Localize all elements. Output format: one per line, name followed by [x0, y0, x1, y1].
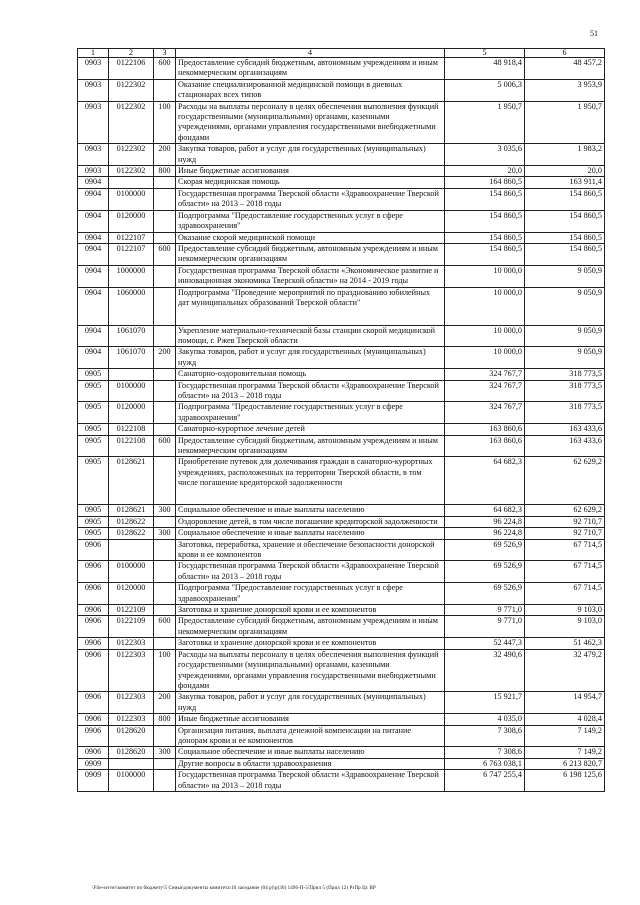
- expense-type-code: 800: [154, 714, 176, 725]
- planned-amount: 9 771,0: [445, 616, 525, 638]
- planned-amount: 64 682,3: [445, 505, 525, 516]
- column-header: 1: [78, 49, 109, 58]
- planned-amount: 1 950,7: [445, 101, 525, 144]
- actual-amount: 32 479,2: [525, 649, 605, 692]
- expense-type-code: 200: [154, 692, 176, 714]
- section-code: 0905: [78, 457, 109, 505]
- table-row: [78, 325, 605, 347]
- target-article-code: 0122109: [109, 605, 154, 616]
- expense-name: Расходы на выплаты персоналу в целях обеспечения выполнения функций государственными (муниципальными) органами, казенными учреждениями, органами управления государственными внебюджетными фондами: [176, 649, 445, 692]
- section-code: 0903: [78, 58, 109, 80]
- table-row: [78, 605, 605, 616]
- target-article-code: [109, 539, 154, 561]
- expense-type-code: 300: [154, 747, 176, 758]
- planned-amount: 324 767,7: [445, 369, 525, 380]
- target-article-code: [109, 758, 154, 769]
- actual-amount: 154 860,5: [525, 232, 605, 243]
- planned-amount: 96 224,8: [445, 528, 525, 539]
- section-code: 0906: [78, 605, 109, 616]
- expense-type-code: [154, 177, 176, 188]
- planned-amount: 52 447,3: [445, 638, 525, 649]
- expense-name: Заготовка и хранение донорской крови и ее компонентов: [176, 638, 445, 649]
- planned-amount: 69 526,9: [445, 561, 525, 583]
- expense-type-code: [154, 232, 176, 243]
- table-row: [78, 424, 605, 435]
- section-code: 0905: [78, 402, 109, 424]
- table-row: [78, 265, 605, 287]
- section-code: 0905: [78, 528, 109, 539]
- table-row: [78, 539, 605, 561]
- actual-amount: 9 103,0: [525, 605, 605, 616]
- expense-name: Заготовка, переработка, хранение и обеспечение безопасности донорской крови и ее компонентов: [176, 539, 445, 561]
- actual-amount: 154 860,5: [525, 188, 605, 210]
- column-header: 4: [176, 49, 445, 58]
- expense-name: Иные бюджетные ассигнования: [176, 714, 445, 725]
- expense-name: Скорая медицинская помощь: [176, 177, 445, 188]
- actual-amount: 1 983,2: [525, 144, 605, 166]
- section-code: 0906: [78, 649, 109, 692]
- table-row: [78, 638, 605, 649]
- target-article-code: 0128622: [109, 528, 154, 539]
- planned-amount: 324 767,7: [445, 380, 525, 402]
- actual-amount: 9 050,9: [525, 347, 605, 369]
- actual-amount: 67 714,5: [525, 561, 605, 583]
- planned-amount: 69 526,9: [445, 539, 525, 561]
- expense-name: Иные бюджетные ассигнования: [176, 166, 445, 177]
- planned-amount: 15 921,7: [445, 692, 525, 714]
- expense-name: Социальное обеспечение и иные выплаты населению: [176, 505, 445, 516]
- expense-name: Государственная программа Тверской области «Здравоохранение Тверской области» на 2013 – 2018 годы: [176, 770, 445, 792]
- actual-amount: 7 149,2: [525, 725, 605, 747]
- section-code: 0904: [78, 287, 109, 325]
- target-article-code: [109, 369, 154, 380]
- target-article-code: 0122303: [109, 692, 154, 714]
- expense-type-code: [154, 516, 176, 527]
- table-row: [78, 287, 605, 325]
- expense-name: Закупка товаров, работ и услуг для государственных (муниципальных) нужд: [176, 347, 445, 369]
- expense-type-code: [154, 188, 176, 210]
- planned-amount: 6 763 038,1: [445, 758, 525, 769]
- actual-amount: 1 950,7: [525, 101, 605, 144]
- actual-amount: 9 050,9: [525, 287, 605, 325]
- expense-type-code: 300: [154, 528, 176, 539]
- actual-amount: 163 911,4: [525, 177, 605, 188]
- target-article-code: 0128620: [109, 747, 154, 758]
- column-header: 6: [525, 49, 605, 58]
- expense-name: Государственная программа Тверской области «Здравоохранение Тверской области» на 2013 – 2018 годы: [176, 380, 445, 402]
- target-article-code: 0122302: [109, 101, 154, 144]
- planned-amount: 10 000,0: [445, 347, 525, 369]
- target-article-code: 0128621: [109, 505, 154, 516]
- section-code: 0905: [78, 505, 109, 516]
- table-row: [78, 770, 605, 792]
- section-code: 0904: [78, 232, 109, 243]
- planned-amount: 154 860,5: [445, 243, 525, 265]
- actual-amount: 4 028,4: [525, 714, 605, 725]
- expense-name: Другие вопросы в области здравоохранения: [176, 758, 445, 769]
- target-article-code: 0122106: [109, 58, 154, 80]
- expense-name: Предоставление субсидий бюджетным, автономным учреждениям и иным некоммерческим организациям: [176, 435, 445, 457]
- expense-name: Укрепление материально-технической базы станции скорой медицинской помощи, г. Ржев Тверской области: [176, 325, 445, 347]
- section-code: 0905: [78, 435, 109, 457]
- target-article-code: 0122303: [109, 638, 154, 649]
- actual-amount: 92 710,7: [525, 528, 605, 539]
- actual-amount: 9 050,9: [525, 325, 605, 347]
- table-row: [78, 725, 605, 747]
- planned-amount: 69 526,9: [445, 583, 525, 605]
- target-article-code: 0122108: [109, 435, 154, 457]
- actual-amount: 67 714,5: [525, 539, 605, 561]
- expense-type-code: 600: [154, 243, 176, 265]
- planned-amount: 154 860,5: [445, 210, 525, 232]
- actual-amount: 62 629,2: [525, 457, 605, 505]
- expense-name: Оказание скорой медицинской помощи: [176, 232, 445, 243]
- expense-name: Оказание специализированной медицинской помощи в дневных стационарах всех типов: [176, 79, 445, 101]
- target-article-code: 0122109: [109, 616, 154, 638]
- expense-type-code: [154, 402, 176, 424]
- actual-amount: 7 149,2: [525, 747, 605, 758]
- expense-type-code: [154, 561, 176, 583]
- expense-type-code: [154, 638, 176, 649]
- actual-amount: 318 773,5: [525, 380, 605, 402]
- page-number: 51: [590, 29, 598, 38]
- expense-type-code: [154, 369, 176, 380]
- table-row: [78, 188, 605, 210]
- target-article-code: 0122302: [109, 79, 154, 101]
- section-code: 0906: [78, 692, 109, 714]
- expense-type-code: [154, 79, 176, 101]
- planned-amount: 20,0: [445, 166, 525, 177]
- section-code: 0909: [78, 770, 109, 792]
- target-article-code: 0122302: [109, 144, 154, 166]
- actual-amount: 3 953,9: [525, 79, 605, 101]
- planned-amount: 3 035,6: [445, 144, 525, 166]
- actual-amount: 163 433,6: [525, 435, 605, 457]
- planned-amount: 5 006,3: [445, 79, 525, 101]
- section-code: 0906: [78, 725, 109, 747]
- actual-amount: 9 050,9: [525, 265, 605, 287]
- section-code: 0904: [78, 188, 109, 210]
- actual-amount: 48 457,2: [525, 58, 605, 80]
- file-path-footer: \File-server\комитет по бюджету\5 Семья\документы комитета\16 заседание (04 р)\р(36) 1496-П-5\Прил 5 (Прил 12) РзПр Цс ВР: [92, 886, 376, 891]
- section-code: 0903: [78, 144, 109, 166]
- actual-amount: 318 773,5: [525, 402, 605, 424]
- expense-type-code: 200: [154, 144, 176, 166]
- target-article-code: 0128621: [109, 457, 154, 505]
- section-code: 0903: [78, 101, 109, 144]
- planned-amount: 32 490,6: [445, 649, 525, 692]
- section-code: 0903: [78, 166, 109, 177]
- actual-amount: 154 860,5: [525, 210, 605, 232]
- table-row: [78, 166, 605, 177]
- planned-amount: 163 860,6: [445, 435, 525, 457]
- actual-amount: 67 714,5: [525, 583, 605, 605]
- section-code: 0909: [78, 758, 109, 769]
- expense-name: Подпрограмма "Предоставление государственных услуг в сфере здравоохранения": [176, 583, 445, 605]
- expense-type-code: 600: [154, 616, 176, 638]
- expense-type-code: [154, 770, 176, 792]
- planned-amount: 4 035,0: [445, 714, 525, 725]
- table-row: [78, 243, 605, 265]
- section-code: 0906: [78, 714, 109, 725]
- expense-name: Оздоровление детей, в том числе погашение кредиторской задолженности: [176, 516, 445, 527]
- target-article-code: 0100000: [109, 188, 154, 210]
- expense-type-code: [154, 539, 176, 561]
- expense-name: Подпрограмма "Предоставление государственных услуг в сфере здравоохранения": [176, 210, 445, 232]
- expense-name: Закупка товаров, работ и услуг для государственных (муниципальных) нужд: [176, 692, 445, 714]
- expense-type-code: [154, 457, 176, 505]
- section-code: 0904: [78, 177, 109, 188]
- planned-amount: 154 860,5: [445, 232, 525, 243]
- table-row: [78, 505, 605, 516]
- section-code: 0905: [78, 424, 109, 435]
- table-row: [78, 758, 605, 769]
- table-row: [78, 347, 605, 369]
- section-code: 0906: [78, 539, 109, 561]
- expense-name: Предоставление субсидий бюджетным, автономным учреждениям и иным некоммерческим организациям: [176, 243, 445, 265]
- expense-type-code: [154, 424, 176, 435]
- planned-amount: 10 000,0: [445, 265, 525, 287]
- target-article-code: [109, 177, 154, 188]
- expense-type-code: [154, 265, 176, 287]
- table-row: [78, 561, 605, 583]
- table-row: [78, 516, 605, 527]
- section-code: 0906: [78, 616, 109, 638]
- target-article-code: 0120000: [109, 210, 154, 232]
- actual-amount: 62 629,2: [525, 505, 605, 516]
- expense-name: Санаторно-оздоровительная помощь: [176, 369, 445, 380]
- section-code: 0903: [78, 79, 109, 101]
- table-row: [78, 435, 605, 457]
- table-row: [78, 58, 605, 80]
- section-code: 0906: [78, 583, 109, 605]
- table-row: [78, 692, 605, 714]
- section-code: 0906: [78, 747, 109, 758]
- expense-name: Расходы на выплаты персоналу в целях обеспечения выполнения функций государственными (муниципальными) органами, казенными учреждениями, органами управления государственными внебюджетными фондами: [176, 101, 445, 144]
- expense-name: Подпрограмма "Проведение мероприятий по празднованию юбилейных дат муниципальных образований Тверской области": [176, 287, 445, 325]
- target-article-code: 0100000: [109, 380, 154, 402]
- table-row: [78, 369, 605, 380]
- planned-amount: 48 918,4: [445, 58, 525, 80]
- expense-type-code: [154, 583, 176, 605]
- target-article-code: 1060000: [109, 287, 154, 325]
- expense-name: Социальное обеспечение и иные выплаты населению: [176, 528, 445, 539]
- section-code: 0905: [78, 369, 109, 380]
- header-row: [78, 49, 605, 58]
- actual-amount: 6 198 125,6: [525, 770, 605, 792]
- table-row: [78, 380, 605, 402]
- expense-name: Приобретение путевок для долечивания граждан в санаторно-курортных учреждениях, расположенных на территории Тверской области, в том числе погашение кредиторской задолженности: [176, 457, 445, 505]
- section-code: 0906: [78, 638, 109, 649]
- planned-amount: 154 860,5: [445, 188, 525, 210]
- expense-type-code: [154, 605, 176, 616]
- section-code: 0904: [78, 210, 109, 232]
- expense-type-code: [154, 380, 176, 402]
- table-row: [78, 79, 605, 101]
- table-row: [78, 616, 605, 638]
- expense-name: Государственная программа Тверской области «Здравоохранение Тверской области» на 2013 – 2018 годы: [176, 188, 445, 210]
- expense-type-code: [154, 758, 176, 769]
- table-row: [78, 232, 605, 243]
- expense-type-code: [154, 325, 176, 347]
- planned-amount: 10 000,0: [445, 325, 525, 347]
- target-article-code: 1061070: [109, 325, 154, 347]
- expense-type-code: 200: [154, 347, 176, 369]
- target-article-code: 0100000: [109, 770, 154, 792]
- section-code: 0905: [78, 380, 109, 402]
- section-code: 0904: [78, 347, 109, 369]
- expense-name: Государственная программа Тверской области «Здравоохранение Тверской области» на 2013 – 2018 годы: [176, 561, 445, 583]
- expense-name: Предоставление субсидий бюджетным, автономным учреждениям и иным некоммерческим организациям: [176, 616, 445, 638]
- target-article-code: 0128622: [109, 516, 154, 527]
- expense-type-code: [154, 287, 176, 325]
- target-article-code: 0120000: [109, 402, 154, 424]
- section-code: 0906: [78, 561, 109, 583]
- actual-amount: 20,0: [525, 166, 605, 177]
- expense-type-code: 600: [154, 435, 176, 457]
- target-article-code: 0100000: [109, 561, 154, 583]
- expense-name: Предоставление субсидий бюджетным, автономным учреждениям и иным некоммерческим организациям: [176, 58, 445, 80]
- table-row: [78, 177, 605, 188]
- expense-name: Государственная программа Тверской области «Экономическое развитие и инновационная экономика Тверской области» на 2014 - 2019 годы: [176, 265, 445, 287]
- section-code: 0904: [78, 265, 109, 287]
- planned-amount: 7 308,6: [445, 725, 525, 747]
- target-article-code: 0128620: [109, 725, 154, 747]
- target-article-code: 0122303: [109, 649, 154, 692]
- expense-type-code: 600: [154, 58, 176, 80]
- target-article-code: 0122107: [109, 243, 154, 265]
- target-article-code: 1000000: [109, 265, 154, 287]
- table-row: [78, 583, 605, 605]
- planned-amount: 7 308,6: [445, 747, 525, 758]
- planned-amount: 164 860,5: [445, 177, 525, 188]
- section-code: 0905: [78, 516, 109, 527]
- expense-name: Социальное обеспечение и иные выплаты населению: [176, 747, 445, 758]
- actual-amount: 163 433,6: [525, 424, 605, 435]
- expense-name: Организация питания, выплата денежной компенсации на питание донорам крови и ее компонентов: [176, 725, 445, 747]
- target-article-code: 1061070: [109, 347, 154, 369]
- planned-amount: 9 771,0: [445, 605, 525, 616]
- expense-type-code: 100: [154, 649, 176, 692]
- target-article-code: 0122302: [109, 166, 154, 177]
- column-header: 5: [445, 49, 525, 58]
- table-row: [78, 457, 605, 505]
- column-header: 3: [154, 49, 176, 58]
- planned-amount: 96 224,8: [445, 516, 525, 527]
- table-row: [78, 402, 605, 424]
- actual-amount: 9 103,0: [525, 616, 605, 638]
- planned-amount: 64 682,3: [445, 457, 525, 505]
- budget-table: [77, 48, 605, 792]
- target-article-code: 0122108: [109, 424, 154, 435]
- section-code: 0904: [78, 325, 109, 347]
- expense-type-code: 300: [154, 505, 176, 516]
- actual-amount: 154 860,5: [525, 243, 605, 265]
- target-article-code: 0122107: [109, 232, 154, 243]
- expense-name: Подпрограмма "Предоставление государственных услуг в сфере здравоохранения": [176, 402, 445, 424]
- planned-amount: 10 000,0: [445, 287, 525, 325]
- table-row: [78, 649, 605, 692]
- actual-amount: 51 462,3: [525, 638, 605, 649]
- expense-name: Заготовка и хранение донорской крови и ее компонентов: [176, 605, 445, 616]
- expense-type-code: 100: [154, 101, 176, 144]
- actual-amount: 318 773,5: [525, 369, 605, 380]
- table-row: [78, 528, 605, 539]
- planned-amount: 6 747 255,4: [445, 770, 525, 792]
- table-row: [78, 144, 605, 166]
- expense-type-code: [154, 725, 176, 747]
- planned-amount: 163 860,6: [445, 424, 525, 435]
- actual-amount: 92 710,7: [525, 516, 605, 527]
- expense-type-code: 800: [154, 166, 176, 177]
- section-code: 0904: [78, 243, 109, 265]
- expense-name: Санаторно-курортное лечение детей: [176, 424, 445, 435]
- expense-name: Закупка товаров, работ и услуг для государственных (муниципальных) нужд: [176, 144, 445, 166]
- actual-amount: 6 213 820,7: [525, 758, 605, 769]
- target-article-code: 0120000: [109, 583, 154, 605]
- column-header: 2: [109, 49, 154, 58]
- planned-amount: 324 767,7: [445, 402, 525, 424]
- table-row: [78, 714, 605, 725]
- actual-amount: 14 954,7: [525, 692, 605, 714]
- table-row: [78, 101, 605, 144]
- target-article-code: 0122303: [109, 714, 154, 725]
- table-row: [78, 210, 605, 232]
- expense-type-code: [154, 210, 176, 232]
- table-row: [78, 747, 605, 758]
